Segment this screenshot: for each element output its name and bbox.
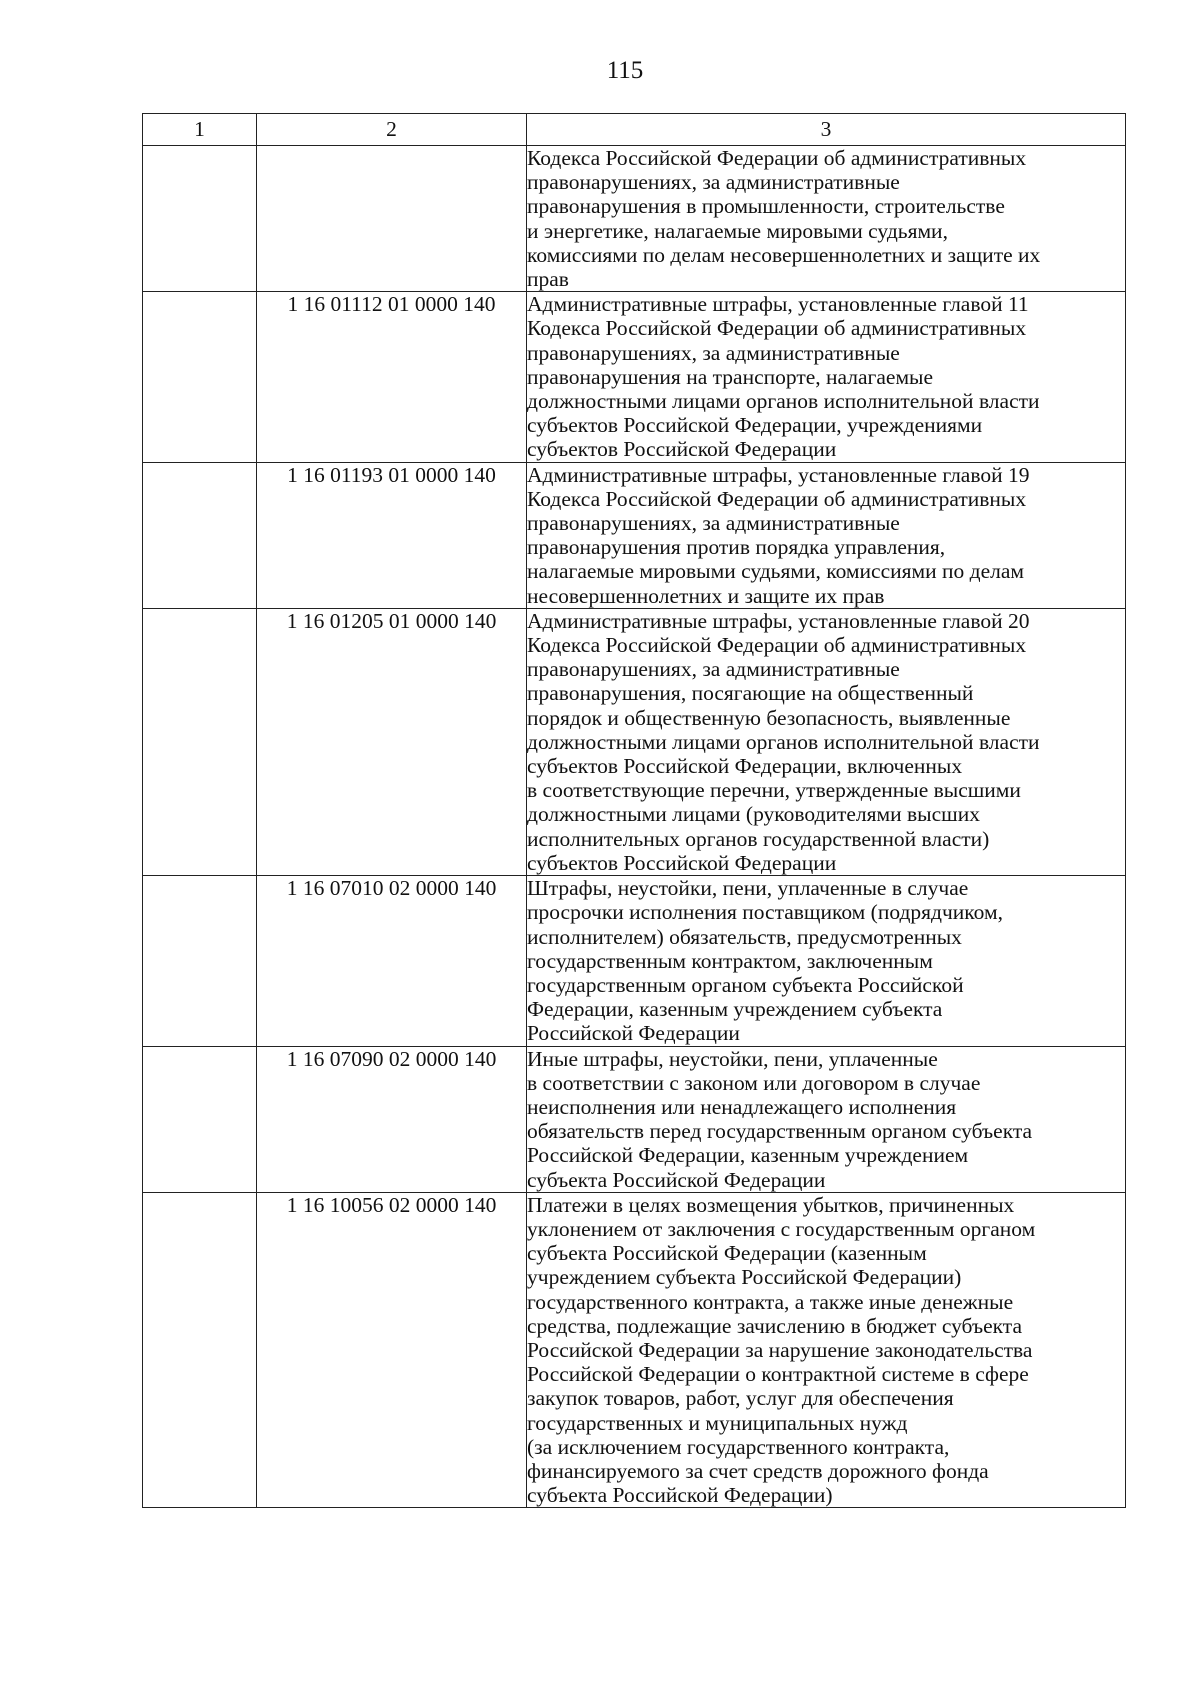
description-line: правонарушения на транспорте, налагаемые xyxy=(527,364,934,389)
description-line: субъекта Российской Федерации (казенным xyxy=(527,1241,927,1266)
description-cell xyxy=(527,876,1126,1046)
column-header-2: 2 xyxy=(257,114,527,146)
description-line: должностными лицами органов исполнительной власти xyxy=(527,389,1040,414)
table-body xyxy=(143,146,1126,1508)
table-row xyxy=(143,1192,1126,1508)
description-line: субъектов Российской Федерации xyxy=(527,850,837,875)
description-line: государственным органом субъекта Российской xyxy=(527,972,964,997)
budget-code-cell: 1 16 01193 01 0000 140 xyxy=(257,462,527,608)
description-line: правонарушения, посягающие на общественный xyxy=(527,681,974,706)
description-cell xyxy=(527,608,1126,875)
description-line: субъекта Российской Федерации xyxy=(527,1167,826,1192)
budget-code-cell: 1 16 07090 02 0000 140 xyxy=(257,1046,527,1192)
row-number-cell xyxy=(143,146,257,292)
description-line: комиссиями по делам несовершеннолетних и защите их xyxy=(527,242,1041,267)
description-line: Административные штрафы, установленные главой 20 xyxy=(527,608,1030,633)
budget-code-cell: 1 16 01205 01 0000 140 xyxy=(257,608,527,875)
row-number-cell xyxy=(143,292,257,462)
description-line: Штрафы, неустойки, пени, уплаченные в случае xyxy=(527,876,969,901)
description-line: Кодекса Российской Федерации об административных xyxy=(527,316,1027,341)
description-line: Российской Федерации xyxy=(527,1021,740,1046)
description-line: должностными лицами (руководителями высших xyxy=(527,802,980,827)
row-number-cell xyxy=(143,1046,257,1192)
description-line: правонарушениях, за административные xyxy=(527,657,900,682)
description-cell xyxy=(527,462,1126,608)
budget-code-cell: 1 16 07010 02 0000 140 xyxy=(257,876,527,1046)
page-number: 115 xyxy=(606,57,644,84)
row-number-cell xyxy=(143,462,257,608)
description-line: и энергетике, налагаемые мировыми судьями, xyxy=(527,218,948,243)
description-line: Платежи в целях возмещения убытков, причиненных xyxy=(527,1192,1015,1217)
table-row xyxy=(143,292,1126,462)
description-line: учреждением субъекта Российской Федерации) xyxy=(527,1265,962,1290)
description-cell xyxy=(527,292,1126,462)
table-row xyxy=(143,1046,1126,1192)
description-cell xyxy=(527,146,1126,292)
description-line: Российской Федерации о контрактной системе в сфере xyxy=(527,1362,1029,1387)
budget-code-cell xyxy=(257,146,527,292)
row-number-cell xyxy=(143,1192,257,1508)
description-line: правонарушениях, за административные xyxy=(527,340,900,365)
description-line: уклонением от заключения с государственным органом xyxy=(527,1216,1036,1241)
description-line: Федерации, казенным учреждением субъекта xyxy=(527,997,943,1022)
description-line: субъекта Российской Федерации) xyxy=(527,1483,833,1508)
table-row xyxy=(143,462,1126,608)
description-line: исполнительных органов государственной власти) xyxy=(527,826,990,851)
description-line: порядок и общественную безопасность, выявленные xyxy=(527,705,1011,730)
description-line: в соответствии с законом или договором в случае xyxy=(527,1070,981,1095)
description-cell xyxy=(527,1046,1126,1192)
description-line: просрочки исполнения поставщиком (подрядчиком, xyxy=(527,900,1003,925)
description-line: Российской Федерации, казенным учреждением xyxy=(527,1143,969,1168)
description-line: субъектов Российской Федерации xyxy=(527,437,837,462)
description-line: несовершеннолетних и защите их прав xyxy=(527,583,885,608)
description-line: правонарушениях, за административные xyxy=(527,170,900,195)
description-line: обязательств перед государственным органом субъекта xyxy=(527,1119,1033,1144)
description-line: Кодекса Российской Федерации об административных xyxy=(527,486,1027,511)
description-line: Кодекса Российской Федерации об административных xyxy=(527,146,1027,170)
description-cell xyxy=(527,1192,1126,1508)
budget-code-cell: 1 16 10056 02 0000 140 xyxy=(257,1192,527,1508)
description-line: правонарушения в промышленности, строительстве xyxy=(527,194,1005,219)
description-line: субъектов Российской Федерации, учреждениями xyxy=(527,413,983,438)
description-line: Административные штрафы, установленные главой 11 xyxy=(527,292,1029,317)
description-line: (за исключением государственного контракта, xyxy=(527,1434,950,1459)
table-header-row xyxy=(143,114,1126,146)
description-line: государственным контрактом, заключенным xyxy=(527,948,933,973)
description-line: Кодекса Российской Федерации об административных xyxy=(527,633,1027,658)
description-line: субъектов Российской Федерации, включенных xyxy=(527,754,963,779)
description-line: средства, подлежащие зачислению в бюджет субъекта xyxy=(527,1313,1022,1338)
description-line: правонарушениях, за административные xyxy=(527,511,900,536)
table-row xyxy=(143,146,1126,292)
description-line: государственных и муниципальных нужд xyxy=(527,1410,908,1435)
column-header-3: 3 xyxy=(527,114,1126,146)
row-number-cell xyxy=(143,876,257,1046)
column-header-1: 1 xyxy=(143,114,257,146)
description-line: финансируемого за счет средств дорожного фонда xyxy=(527,1458,989,1483)
description-line: Иные штрафы, неустойки, пени, уплаченные xyxy=(527,1046,938,1071)
table-row xyxy=(143,876,1126,1046)
row-number-cell xyxy=(143,608,257,875)
description-line: правонарушения против порядка управления, xyxy=(527,535,946,560)
description-line: закупок товаров, работ, услуг для обеспечения xyxy=(527,1386,954,1411)
budget-code-cell: 1 16 01112 01 0000 140 xyxy=(257,292,527,462)
description-line: Российской Федерации за нарушение законодательства xyxy=(527,1337,1033,1362)
budget-codes-table xyxy=(142,113,1126,1508)
description-line: Административные штрафы, установленные главой 19 xyxy=(527,462,1030,487)
description-line: должностными лицами органов исполнительной власти xyxy=(527,729,1040,754)
description-line: налагаемые мировыми судьями, комиссиями по делам xyxy=(527,559,1024,584)
description-line: неисполнения или ненадлежащего исполнения xyxy=(527,1094,957,1119)
description-line: в соответствующие перечни, утвержденные высшими xyxy=(527,778,1021,803)
description-line: государственного контракта, а также иные денежные xyxy=(527,1289,1014,1314)
description-line: исполнителем) обязательств, предусмотренных xyxy=(527,924,962,949)
description-line: прав xyxy=(527,267,569,292)
table-row xyxy=(143,608,1126,875)
